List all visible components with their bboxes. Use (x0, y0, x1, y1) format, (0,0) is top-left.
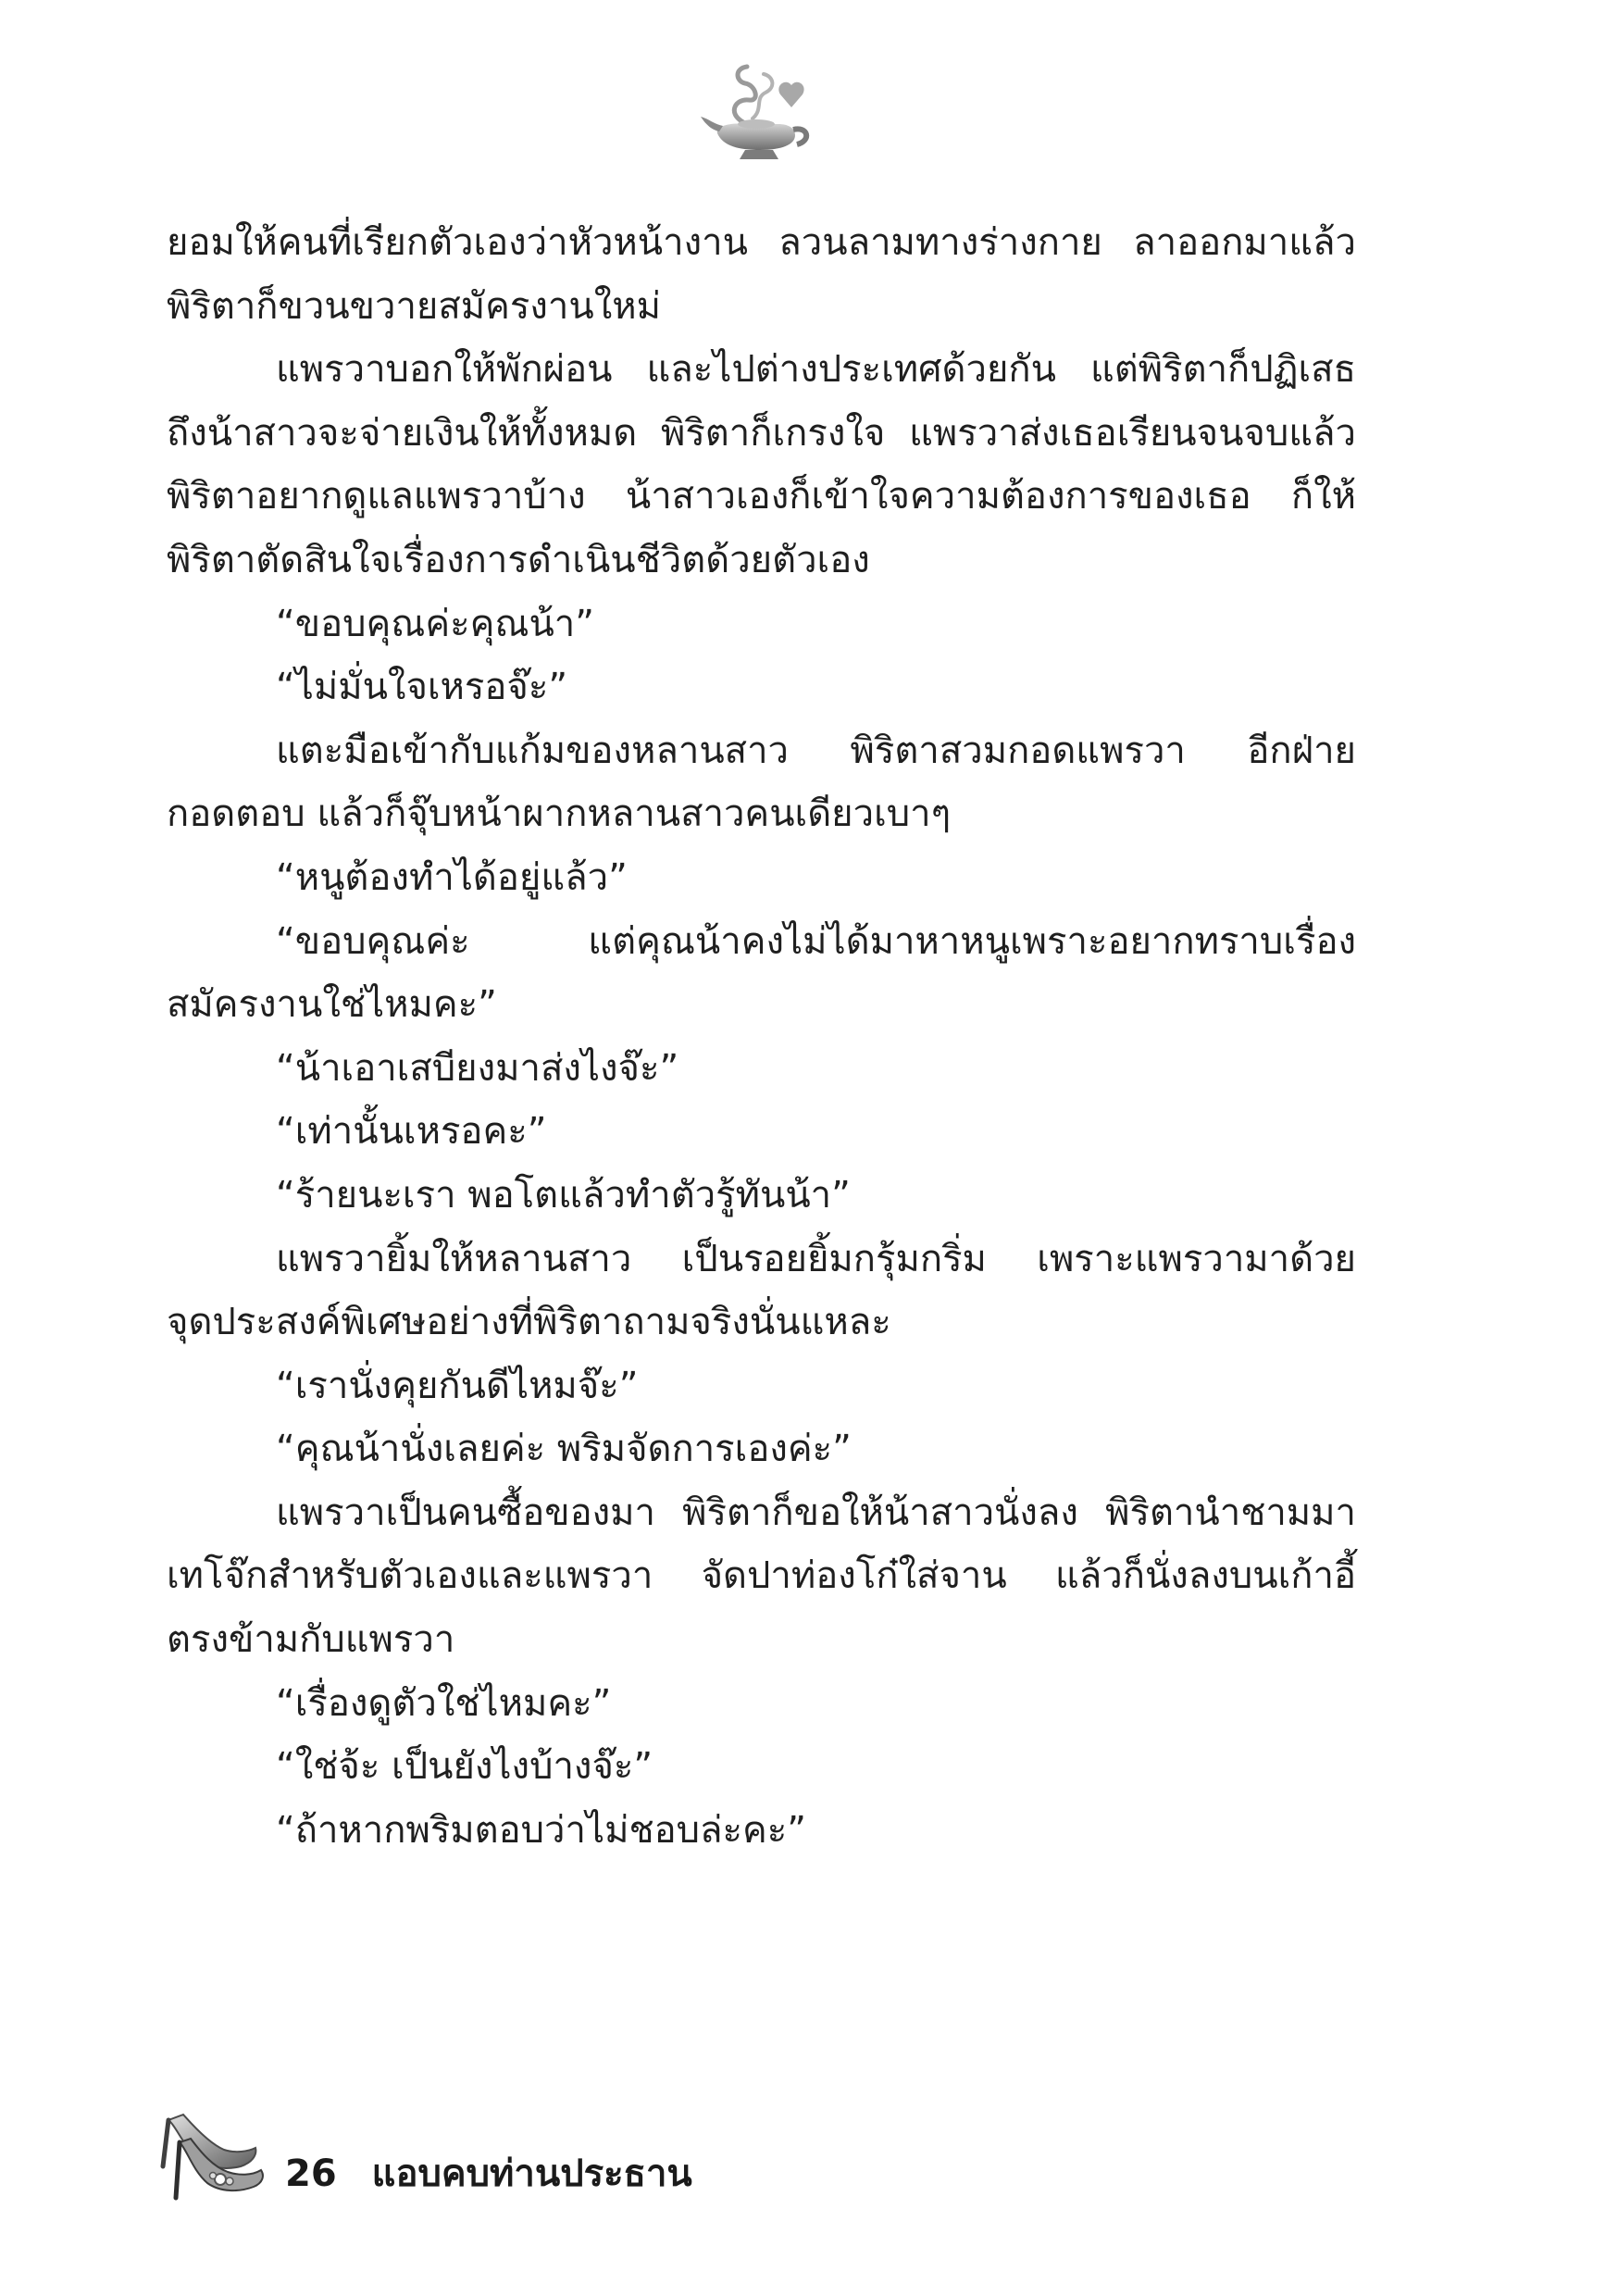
dialogue-line: “เท่านั้นเหรอคะ” (276, 1110, 547, 1154)
text-line: พิริตาอยากดูแลแพรวาบ้าง น้าสาวเองก็เข้าใจความต้องการของเธอ ก็ให้ (167, 475, 1356, 518)
text-line: แตะมือเข้ากับแก้มของหลานสาว พิริตาสวมกอดแพรวา อีกฝ่าย (276, 729, 1356, 772)
dialogue-line: “ขอบคุณค่ะ แต่คุณน้าคงไม่ได้มาหาหนูเพราะอยากทราบเรื่อง (276, 919, 1356, 963)
magic-lamp-icon (699, 57, 819, 165)
text-line: แพรวายิ้มให้หลานสาว เป็นรอยยิ้มกรุ้มกริ่ม เพราะแพรวามาด้วย (276, 1237, 1356, 1280)
text-line: พิริตาตัดสินใจเรื่องการดำเนินชีวิตด้วยตัวเอง (167, 538, 870, 581)
dialogue-line: “เรื่องดูตัวใช่ไหมคะ” (276, 1681, 612, 1725)
dialogue-line: “ขอบคุณค่ะคุณน้า” (276, 602, 594, 645)
text-line: เทโจ๊กสำหรับตัวเองและแพรวา จัดปาท่องโก๋ใส่จาน แล้วก็นั่งลงบนเก้าอี้ (167, 1554, 1356, 1598)
text-line: ถึงน้าสาวจะจ่ายเงินให้ทั้งหมด พิริตาก็เกรงใจ แพรวาส่งเธอเรียนจนจบแล้ว (167, 411, 1356, 455)
text-line: แพรวาเป็นคนซื้อของมา พิริตาก็ขอให้น้าสาวนั่งลง พิริตานำชามมา (276, 1491, 1356, 1534)
text-line: จุดประสงค์พิเศษอย่างที่พิริตาถามจริงนั่นแหละ (167, 1301, 891, 1344)
text-line: แพรวาบอกให้พักผ่อน และไปต่างประเทศด้วยกัน แต่พิริตาก็ปฏิเสธ (276, 348, 1356, 392)
text-line: ตรงข้ามกับแพรวา (167, 1618, 455, 1662)
chapter-body (167, 211, 1356, 1862)
dialogue-line: “ไม่มั่นใจเหรอจ๊ะ” (276, 666, 568, 709)
book-title: แอบคบท่านประธาน (371, 2152, 692, 2195)
dialogue-line: “หนูต้องทำได้อยู่แล้ว” (276, 855, 628, 899)
dialogue-line: “คุณน้านั่งเลยค่ะ พริมจัดการเองค่ะ” (276, 1428, 852, 1471)
dialogue-line: “เรานั่งคุยกันดีไหมจ๊ะ” (276, 1364, 639, 1407)
text-line: กอดตอบ แล้วก็จุ๊บหน้าผากหลานสาวคนเดียวเบาๆ (167, 792, 952, 836)
dialogue-line: สมัครงานใช่ไหมคะ” (167, 983, 497, 1027)
dialogue-line: “น้าเอาเสบียงมาส่งไงจ๊ะ” (276, 1046, 679, 1090)
dialogue-line: “ถ้าหากพริมตอบว่าไม่ชอบล่ะคะ” (276, 1808, 806, 1852)
high-heel-shoes-icon (156, 2102, 265, 2211)
page-number: 26 (285, 2152, 337, 2195)
dialogue-line: “ร้ายนะเรา พอโตแล้วทำตัวรู้ทันน้า” (276, 1173, 851, 1217)
text-line: ยอมให้คนที่เรียกตัวเองว่าหัวหน้างาน ลวนลามทางร่างกาย ลาออกมาแล้ว (167, 221, 1356, 264)
page-footer (285, 2146, 692, 2202)
dialogue-line: “ใช่จ้ะ เป็นยังไงบ้างจ๊ะ” (276, 1745, 653, 1789)
text-line: พิริตาก็ขวนขวายสมัครงานใหม่ (167, 284, 661, 328)
